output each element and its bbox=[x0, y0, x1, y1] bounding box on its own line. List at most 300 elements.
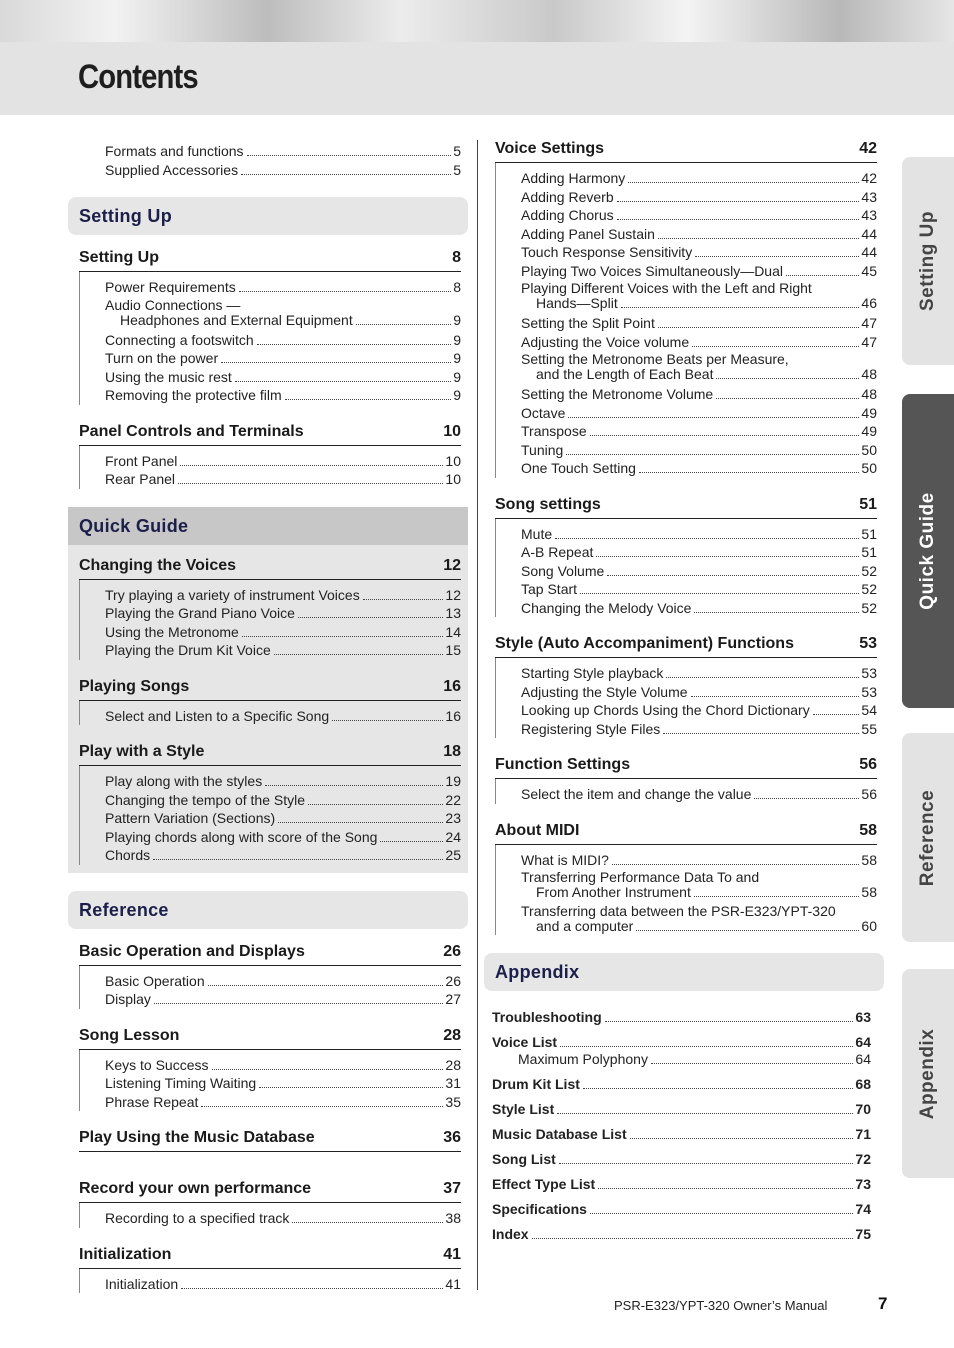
toc-entry[interactable] bbox=[105, 707, 461, 726]
dot-leader bbox=[178, 483, 443, 484]
toc-page-number: 12 bbox=[445, 586, 461, 603]
section-title: Song settings bbox=[495, 495, 601, 513]
toc-entry-label: Changing the Melody Voice bbox=[521, 599, 692, 616]
section-heading[interactable] bbox=[495, 822, 877, 845]
page-number: 7 bbox=[878, 1294, 888, 1313]
toc-entry[interactable] bbox=[105, 641, 461, 660]
toc-entry[interactable] bbox=[105, 604, 461, 623]
section-entries bbox=[495, 845, 877, 936]
toc-entry[interactable] bbox=[521, 333, 877, 352]
toc-page-number: 10 bbox=[445, 471, 461, 487]
dot-leader bbox=[239, 291, 451, 292]
toc-entry-label: Phrase Repeat bbox=[105, 1093, 199, 1110]
toc-entry-label-cont: and a computer bbox=[536, 918, 634, 934]
toc-page-number: 73 bbox=[855, 1176, 871, 1192]
toc-page-number: 28 bbox=[445, 1056, 461, 1073]
section-voice-settings bbox=[495, 140, 877, 478]
toc-page-number: 31 bbox=[445, 1075, 461, 1091]
toc-page-number: 56 bbox=[861, 786, 877, 802]
dot-leader bbox=[154, 1003, 444, 1004]
section-basic-operation bbox=[79, 943, 461, 1009]
column-divider bbox=[477, 140, 478, 1290]
toc-entry-label: Pattern Variation (Sections) bbox=[105, 810, 276, 826]
toc-entry-label: Transpose bbox=[521, 423, 587, 439]
toc-entry[interactable] bbox=[105, 470, 461, 489]
toc-entry[interactable] bbox=[105, 1209, 461, 1228]
dot-leader bbox=[630, 1138, 854, 1139]
dot-leader bbox=[560, 1046, 853, 1047]
dot-leader bbox=[663, 733, 859, 734]
toc-entry[interactable] bbox=[105, 1093, 461, 1112]
toc-page-number: 47 bbox=[861, 333, 877, 350]
toc-entry[interactable] bbox=[521, 785, 877, 804]
section-page-number: 37 bbox=[443, 1180, 461, 1197]
dot-leader bbox=[265, 785, 443, 786]
section-page-number: 26 bbox=[443, 942, 461, 960]
section-entries bbox=[495, 519, 877, 618]
dot-leader bbox=[356, 324, 451, 325]
dot-leader bbox=[612, 864, 860, 865]
section-heading[interactable] bbox=[79, 557, 461, 580]
toc-entry-label: Setting the Metronome Beats per Measure, bbox=[521, 351, 789, 367]
toc-entry[interactable] bbox=[521, 701, 877, 720]
dot-leader bbox=[658, 238, 860, 239]
section-playing-songs bbox=[79, 678, 461, 726]
toc-entry-label: Index bbox=[492, 1226, 529, 1242]
dot-leader bbox=[332, 720, 443, 721]
toc-page-number: 13 bbox=[445, 605, 461, 621]
dot-leader bbox=[617, 201, 860, 202]
toc-entry-label: Style List bbox=[492, 1101, 555, 1117]
toc-page-number: 9 bbox=[453, 331, 461, 348]
toc-entry[interactable] bbox=[492, 1005, 871, 1030]
toc-entry[interactable] bbox=[521, 351, 877, 383]
side-tab-label: Quick Guide bbox=[917, 492, 938, 610]
toc-page-number: 58 bbox=[861, 851, 877, 868]
section-entries bbox=[79, 1269, 461, 1294]
toc-entry-label: Try playing a variety of instrument Voices bbox=[105, 586, 360, 603]
toc-entry[interactable] bbox=[521, 599, 877, 618]
toc-entry-label: Playing the Grand Piano Voice bbox=[105, 605, 295, 621]
section-entries bbox=[79, 446, 461, 489]
toc-entry[interactable] bbox=[521, 869, 877, 901]
toc-entry-label: Specifications bbox=[492, 1201, 587, 1217]
toc-page-number: 72 bbox=[855, 1151, 871, 1167]
toc-entry[interactable] bbox=[521, 225, 877, 244]
toc-entry-label: Setting the Split Point bbox=[521, 315, 655, 331]
toc-page-number: 44 bbox=[861, 225, 877, 242]
section-title: Play with a Style bbox=[79, 743, 205, 760]
section-title: Record your own performance bbox=[79, 1180, 312, 1197]
toc-entry[interactable] bbox=[521, 188, 877, 207]
dot-leader bbox=[716, 398, 859, 399]
toc-page-number: 55 bbox=[861, 720, 877, 737]
toc-entry-label: Looking up Chords Using the Chord Dictionary bbox=[521, 702, 810, 718]
side-tab-reference[interactable] bbox=[902, 733, 954, 942]
toc-entry[interactable] bbox=[492, 1122, 871, 1147]
section-page-number: 8 bbox=[452, 249, 461, 266]
toc-page-number: 43 bbox=[861, 188, 877, 205]
section-heading[interactable] bbox=[495, 140, 877, 163]
toc-page-number: 9 bbox=[453, 350, 461, 366]
toc-page-number: 24 bbox=[445, 828, 461, 845]
dot-leader bbox=[557, 1113, 853, 1114]
toc-page-number: 9 bbox=[453, 311, 461, 328]
dot-leader bbox=[598, 1188, 853, 1189]
section-title: Initialization bbox=[79, 1245, 172, 1263]
section-entries bbox=[495, 779, 877, 804]
toc-entry[interactable] bbox=[105, 161, 461, 180]
footer-text: PSR-E323/YPT-320 Owner’s Manual bbox=[614, 1298, 828, 1313]
dot-leader bbox=[590, 1213, 854, 1214]
toc-entry-label: Troubleshooting bbox=[492, 1009, 602, 1025]
toc-entry[interactable] bbox=[105, 452, 461, 471]
toc-entry[interactable] bbox=[521, 404, 877, 423]
toc-entry[interactable] bbox=[105, 297, 461, 329]
toc-page-number: 8 bbox=[453, 279, 461, 295]
dot-leader bbox=[221, 362, 451, 363]
banner-setting-up bbox=[68, 197, 468, 235]
toc-entry-label: Rear Panel bbox=[105, 471, 176, 487]
dot-leader bbox=[363, 599, 444, 600]
dot-leader bbox=[607, 575, 859, 576]
toc-entry[interactable] bbox=[492, 1197, 871, 1222]
toc-page-number: 19 bbox=[445, 773, 461, 789]
toc-entry[interactable] bbox=[105, 809, 461, 828]
toc-entry-label: Song List bbox=[492, 1151, 556, 1167]
toc-page-number: 38 bbox=[445, 1210, 461, 1226]
left-column bbox=[68, 140, 468, 1311]
toc-entry[interactable] bbox=[492, 1097, 871, 1122]
toc-page-number: 49 bbox=[861, 404, 877, 421]
section-song-settings bbox=[495, 496, 877, 618]
dot-leader bbox=[212, 1069, 444, 1070]
toc-entry[interactable] bbox=[521, 280, 877, 312]
toc-entry[interactable] bbox=[105, 846, 461, 865]
toc-entry-label: Connecting a footswitch bbox=[105, 331, 254, 348]
section-heading[interactable] bbox=[79, 678, 461, 701]
toc-page-number: 14 bbox=[445, 623, 461, 640]
toc-entry-label: Chords bbox=[105, 847, 151, 863]
toc-entry[interactable] bbox=[521, 422, 877, 441]
toc-entry[interactable] bbox=[521, 262, 877, 281]
dot-leader bbox=[692, 346, 859, 347]
toc-entry[interactable] bbox=[521, 543, 877, 562]
banner-quick-guide bbox=[68, 507, 468, 545]
toc-page-number: 35 bbox=[445, 1093, 461, 1110]
toc-entry[interactable] bbox=[521, 562, 877, 581]
toc-entry-label: What is MIDI? bbox=[521, 851, 609, 868]
toc-entry-label: Select the item and change the value bbox=[521, 786, 752, 802]
banner-reference bbox=[68, 891, 468, 929]
toc-entry[interactable] bbox=[105, 772, 461, 791]
toc-entry[interactable] bbox=[492, 1222, 871, 1247]
toc-entry-label-cont: From Another Instrument bbox=[536, 884, 691, 900]
dot-leader bbox=[580, 593, 859, 594]
section-entries bbox=[79, 1152, 461, 1162]
toc-page-number: 43 bbox=[861, 207, 877, 223]
toc-entry[interactable] bbox=[105, 349, 461, 368]
toc-entry[interactable] bbox=[492, 1072, 871, 1097]
toc-entry-label: A-B Repeat bbox=[521, 544, 594, 560]
quick-guide-block bbox=[68, 507, 468, 873]
dot-leader bbox=[639, 472, 859, 473]
section-entries bbox=[79, 1203, 461, 1228]
toc-entry[interactable] bbox=[521, 169, 877, 188]
toc-page-number: 9 bbox=[453, 387, 461, 403]
section-heading[interactable] bbox=[495, 756, 877, 779]
section-music-database bbox=[79, 1129, 461, 1162]
toc-entry[interactable] bbox=[521, 664, 877, 683]
toc-page-number: 44 bbox=[861, 244, 877, 260]
toc-entry-label: Music Database List bbox=[492, 1126, 627, 1142]
toc-entry-label: Starting Style playback bbox=[521, 665, 664, 681]
dot-leader bbox=[532, 1238, 854, 1239]
toc-entry[interactable] bbox=[521, 206, 877, 225]
dot-leader bbox=[292, 1222, 443, 1223]
toc-page-number: 75 bbox=[855, 1226, 871, 1242]
dot-leader bbox=[153, 859, 443, 860]
section-title: Style (Auto Accompaniment) Functions bbox=[495, 635, 794, 652]
toc-entry-label: Mute bbox=[521, 525, 553, 542]
toc-entry[interactable] bbox=[105, 990, 461, 1009]
dot-leader bbox=[568, 417, 859, 418]
toc-page-number: 51 bbox=[861, 525, 877, 542]
toc-page-number: 9 bbox=[453, 368, 461, 385]
section-page-number: 12 bbox=[443, 556, 461, 574]
dot-leader bbox=[259, 1087, 443, 1088]
toc-page-number: 48 bbox=[861, 366, 877, 382]
dot-leader bbox=[754, 798, 859, 799]
toc-page-number: 50 bbox=[861, 441, 877, 458]
toc-entry[interactable] bbox=[492, 1172, 871, 1197]
toc-entry[interactable] bbox=[105, 791, 461, 810]
toc-page-number: 5 bbox=[453, 143, 461, 159]
toc-page-number: 45 bbox=[861, 262, 877, 279]
toc-entry[interactable] bbox=[105, 586, 461, 605]
dot-leader bbox=[590, 435, 860, 436]
toc-page-number: 5 bbox=[453, 161, 461, 178]
section-page-number: 16 bbox=[443, 677, 461, 695]
toc-page-number: 41 bbox=[445, 1275, 461, 1292]
dot-leader bbox=[235, 381, 451, 382]
page-title: Contents bbox=[78, 58, 198, 96]
dot-leader bbox=[247, 155, 452, 156]
toc-page-number: 64 bbox=[855, 1034, 871, 1050]
dot-leader bbox=[666, 677, 859, 678]
toc-entry-label: Supplied Accessories bbox=[105, 161, 239, 178]
toc-entry[interactable] bbox=[521, 903, 877, 935]
dot-leader bbox=[180, 465, 443, 466]
section-title: About MIDI bbox=[495, 821, 580, 839]
toc-page-number: 23 bbox=[445, 810, 461, 826]
dot-leader bbox=[813, 714, 860, 715]
toc-page-number: 15 bbox=[445, 642, 461, 658]
toc-entry-label: Adjusting the Style Volume bbox=[521, 683, 688, 700]
toc-entry[interactable] bbox=[105, 142, 461, 161]
toc-entry-label: Octave bbox=[521, 404, 566, 421]
toc-page-number: 54 bbox=[861, 702, 877, 718]
toc-entry-label: Power Requirements bbox=[105, 279, 236, 295]
dot-leader bbox=[308, 804, 443, 805]
appendix-list bbox=[492, 1005, 871, 1247]
toc-entry[interactable] bbox=[521, 441, 877, 460]
toc-entry-label: Display bbox=[105, 991, 151, 1007]
toc-entry[interactable] bbox=[492, 1147, 871, 1172]
toc-entry[interactable] bbox=[521, 580, 877, 599]
section-about-midi bbox=[495, 822, 877, 936]
dot-leader bbox=[691, 696, 860, 697]
section-entries bbox=[495, 163, 877, 478]
section-title: Changing the Voices bbox=[79, 556, 237, 574]
toc-entry-label: Setting the Metronome Volume bbox=[521, 386, 714, 402]
dot-leader bbox=[621, 307, 860, 308]
section-entries bbox=[495, 658, 877, 738]
toc-entry-label: Playing the Drum Kit Voice bbox=[105, 642, 271, 658]
toc-entry[interactable] bbox=[105, 368, 461, 387]
dot-leader bbox=[695, 256, 859, 257]
dot-leader bbox=[583, 1088, 854, 1089]
toc-entry[interactable] bbox=[105, 828, 461, 847]
dot-leader bbox=[605, 1021, 854, 1022]
toc-page-number: 53 bbox=[861, 665, 877, 681]
toc-entry[interactable] bbox=[521, 459, 877, 478]
toc-entry[interactable] bbox=[521, 683, 877, 702]
dot-leader bbox=[201, 1106, 443, 1107]
toc-page-number: 25 bbox=[445, 847, 461, 863]
toc-page-number: 10 bbox=[445, 452, 461, 469]
toc-entry-label: Adding Reverb bbox=[521, 188, 614, 205]
toc-entry[interactable] bbox=[105, 386, 461, 405]
toc-entry-label: Tap Start bbox=[521, 581, 578, 597]
section-play-style bbox=[79, 743, 461, 865]
toc-entry-label: Adding Harmony bbox=[521, 170, 626, 186]
right-column bbox=[484, 140, 884, 1247]
section-heading[interactable] bbox=[79, 1027, 461, 1050]
section-song-lesson bbox=[79, 1027, 461, 1112]
section-page-number: 10 bbox=[443, 422, 461, 440]
toc-entry[interactable] bbox=[521, 314, 877, 333]
section-heading[interactable] bbox=[79, 943, 461, 966]
toc-entry-label: Removing the protective film bbox=[105, 387, 282, 403]
toc-page-number: 68 bbox=[855, 1076, 871, 1092]
toc-entry-label: Turn on the power bbox=[105, 350, 219, 366]
dot-leader bbox=[257, 344, 452, 345]
toc-page-number: 51 bbox=[861, 544, 877, 560]
section-page-number: 36 bbox=[443, 1129, 461, 1146]
banner-appendix bbox=[484, 953, 884, 991]
toc-page-number: 46 bbox=[861, 295, 877, 311]
side-tab-quick-guide[interactable] bbox=[902, 394, 954, 708]
toc-entry-label-cont: Headphones and External Equipment bbox=[120, 311, 353, 328]
toc-entry-label: Song Volume bbox=[521, 562, 605, 579]
toc-page-number: 52 bbox=[861, 581, 877, 597]
dot-leader bbox=[208, 985, 444, 986]
toc-entry[interactable] bbox=[521, 851, 877, 870]
toc-entry[interactable] bbox=[521, 385, 877, 404]
dot-leader bbox=[278, 822, 443, 823]
toc-entry[interactable] bbox=[521, 525, 877, 544]
section-page-number: 53 bbox=[859, 635, 877, 652]
toc-entry-label: Registering Style Files bbox=[521, 720, 661, 737]
section-changing-voices bbox=[79, 557, 461, 660]
section-heading[interactable] bbox=[495, 635, 877, 658]
section-heading[interactable] bbox=[79, 423, 461, 446]
section-entries bbox=[79, 1050, 461, 1112]
toc-entry-label-cont: and the Length of Each Beat bbox=[536, 366, 714, 382]
section-function-settings bbox=[495, 756, 877, 804]
toc-entry-label: Select and Listen to a Specific Song bbox=[105, 707, 330, 724]
toc-entry-label: Effect Type List bbox=[492, 1176, 596, 1192]
dot-leader bbox=[241, 174, 451, 175]
dot-leader bbox=[786, 275, 859, 276]
section-heading[interactable] bbox=[79, 1180, 461, 1203]
banner-label: Setting Up bbox=[79, 206, 172, 226]
toc-entry[interactable] bbox=[105, 1275, 461, 1294]
section-page-number: 41 bbox=[443, 1245, 461, 1263]
section-heading[interactable] bbox=[79, 1129, 461, 1152]
toc-entry-label: Transferring Performance Data To and bbox=[521, 869, 760, 885]
section-entries bbox=[79, 580, 461, 660]
section-heading[interactable] bbox=[79, 743, 461, 766]
toc-entry[interactable] bbox=[521, 720, 877, 739]
section-page-number: 51 bbox=[859, 495, 877, 513]
toc-entry-label: One Touch Setting bbox=[521, 460, 636, 476]
section-title: Setting Up bbox=[79, 249, 159, 266]
section-heading[interactable] bbox=[79, 249, 461, 272]
side-tab-setting-up[interactable] bbox=[902, 157, 954, 365]
toc-page-number: 52 bbox=[861, 599, 877, 616]
toc-page-number: 58 bbox=[861, 884, 877, 900]
dot-leader bbox=[181, 1288, 443, 1289]
section-title: Panel Controls and Terminals bbox=[79, 422, 304, 440]
section-page-number: 28 bbox=[443, 1026, 461, 1044]
side-tab-label: Setting Up bbox=[917, 211, 938, 311]
side-tab-label: Appendix bbox=[917, 1028, 938, 1119]
section-title: Basic Operation and Displays bbox=[79, 942, 305, 960]
toc-entry[interactable] bbox=[105, 278, 461, 297]
toc-entry[interactable] bbox=[105, 331, 461, 350]
dot-leader bbox=[694, 612, 859, 613]
toc-entry-label: Using the music rest bbox=[105, 368, 232, 385]
toc-entry-label: Touch Response Sensitivity bbox=[521, 244, 693, 260]
side-tab-appendix[interactable] bbox=[902, 969, 954, 1178]
dot-leader bbox=[651, 1063, 853, 1064]
toc-entry-label: Playing chords along with score of the Song bbox=[105, 828, 378, 845]
toc-page-number: 63 bbox=[855, 1009, 871, 1025]
section-page-number: 58 bbox=[859, 821, 877, 839]
toc-entry[interactable] bbox=[105, 1056, 461, 1075]
section-title: Song Lesson bbox=[79, 1026, 180, 1044]
section-entries bbox=[79, 766, 461, 865]
section-entries bbox=[79, 701, 461, 726]
toc-entry[interactable] bbox=[105, 623, 461, 642]
toc-entry[interactable] bbox=[105, 1074, 461, 1093]
toc-entry[interactable] bbox=[105, 972, 461, 991]
section-heading[interactable] bbox=[79, 1246, 461, 1269]
side-tab-label: Reference bbox=[917, 789, 938, 886]
toc-entry[interactable] bbox=[492, 1051, 871, 1068]
toc-entry-label: Play along with the styles bbox=[105, 773, 263, 789]
toc-entry-label: Audio Connections — bbox=[105, 296, 241, 313]
toc-page-number: 70 bbox=[855, 1101, 871, 1117]
toc-page-number: 52 bbox=[861, 562, 877, 579]
toc-entry[interactable] bbox=[521, 243, 877, 262]
toc-entry-label: Basic Operation bbox=[105, 972, 205, 989]
section-page-number: 42 bbox=[859, 140, 877, 157]
section-heading[interactable] bbox=[495, 496, 877, 519]
toc-entry-label-cont: Hands—Split bbox=[536, 295, 618, 311]
